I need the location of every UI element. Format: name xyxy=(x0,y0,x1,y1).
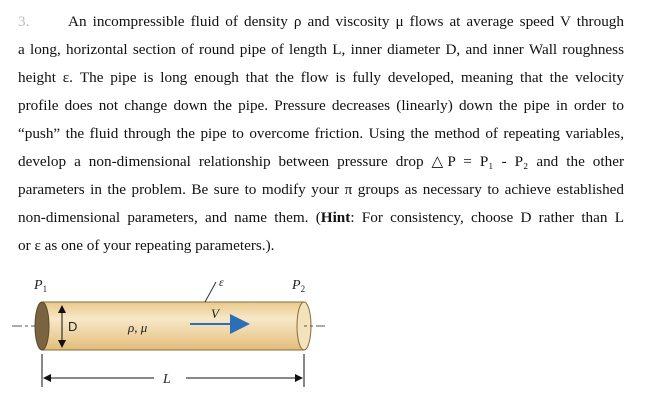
problem-line-8: non-dimensional parameters, and name them. (Hint: For consistency, choose D rather than L xyxy=(18,209,624,226)
pipe-body xyxy=(42,302,304,350)
p1-label: $P_1$ xyxy=(34,278,48,294)
problem-line-7: parameters in the problem. Be sure to modify your π groups as necessary to achieve established xyxy=(18,181,624,198)
problem-line-3: height ε. The pipe is long enough that the flow is fully developed, meaning that the velocity xyxy=(18,69,624,86)
hint-label: Hint xyxy=(320,209,351,226)
problem-line-2: a long, horizontal section of round pipe of length L, inner diameter D, and inner Wall roughness xyxy=(18,41,624,58)
roughness-pointer xyxy=(205,282,216,302)
diameter-label: D xyxy=(68,319,78,334)
pipe-inlet xyxy=(35,302,49,350)
length-label: L xyxy=(163,372,171,387)
problem-line-5: “push” the fluid through the pipe to overcome friction. Using the method of repeating variables, xyxy=(18,125,624,142)
problem-line-9: or ε as one of your repeating parameters.). xyxy=(18,237,275,254)
problem-line-6: develop a non-dimensional relationship between pressure drop △P = P₁ - P₂ and the other xyxy=(18,153,624,170)
problem-line-1: 3. An incompressible fluid of density ρ and viscosity μ flows at average speed V through xyxy=(18,8,624,36)
pipe-figure xyxy=(0,262,645,420)
velocity-label: V xyxy=(211,306,219,321)
fluid-properties-label: ρ, μ xyxy=(128,320,148,335)
roughness-label: ε xyxy=(219,275,224,289)
problem-line-4: profile does not change down the pipe. Pressure decreases (linearly) down the pipe in order to xyxy=(18,97,624,114)
problem-statement xyxy=(18,8,624,260)
problem-number: 3. xyxy=(18,13,30,30)
p2-label: $P_2$ xyxy=(292,278,306,294)
